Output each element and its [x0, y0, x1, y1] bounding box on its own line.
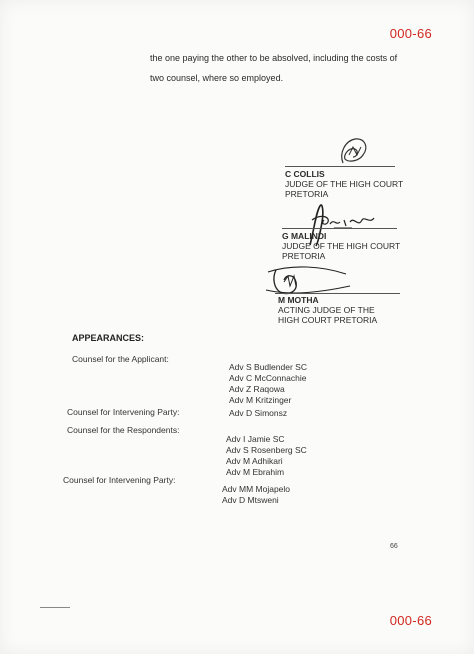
judge-title-line1: ACTING JUDGE OF THE — [278, 305, 375, 315]
signature-collis — [335, 133, 375, 173]
order-line-2: two counsel, where so employed. — [150, 73, 284, 83]
counsel-name: Adv S Budlender SC — [229, 362, 307, 372]
counsel-name: Adv M Adhikari — [226, 456, 283, 466]
page-stamp-bottom: 000-66 — [389, 613, 432, 628]
counsel-name: Adv D Mtsweni — [222, 495, 279, 505]
judge-name: C COLLIS — [285, 169, 325, 179]
scan-edge-mark — [40, 607, 70, 608]
counsel-label-respondents: Counsel for the Respondents: — [67, 425, 180, 435]
counsel-list-intervening-2 — [222, 484, 290, 506]
counsel-label-applicant: Counsel for the Applicant: — [72, 354, 169, 364]
judge-title-line2: PRETORIA — [282, 251, 326, 261]
order-line-1: the one paying the other to be absolved, including the costs of — [150, 53, 398, 63]
counsel-list-respondents — [226, 434, 307, 478]
order-paragraph — [150, 48, 450, 88]
judge-name: G MALINDI — [282, 231, 327, 241]
counsel-label-intervening-1: Counsel for Intervening Party: — [67, 407, 180, 417]
counsel-name: Adv S Rosenberg SC — [226, 445, 307, 455]
signature-line-2 — [282, 228, 397, 229]
counsel-name: Adv D Simonsz — [229, 408, 288, 418]
judge-title-line1: JUDGE OF THE HIGH COURT — [282, 241, 401, 251]
judge-title-line2: HIGH COURT PRETORIA — [278, 315, 378, 325]
counsel-name: Adv M Kritzinger — [229, 395, 292, 405]
judge-block-malindi — [282, 231, 400, 261]
judge-title-line2: PRETORIA — [285, 189, 329, 199]
counsel-list-applicant — [229, 362, 307, 406]
counsel-name: Adv M Ebrahim — [226, 467, 285, 477]
counsel-list-intervening-1 — [229, 408, 287, 419]
counsel-name: Adv C McConnachie — [229, 373, 307, 383]
judge-block-motha — [278, 295, 377, 325]
judge-name: M MOTHA — [278, 295, 319, 305]
counsel-name: Adv Z Raqowa — [229, 384, 285, 394]
signature-line-3 — [275, 293, 400, 294]
judge-block-collis — [285, 169, 403, 199]
signature-line-1 — [285, 166, 395, 167]
counsel-label-intervening-2: Counsel for Intervening Party: — [63, 475, 176, 485]
page-stamp-top: 000-66 — [389, 26, 432, 41]
judge-title-line1: JUDGE OF THE HIGH COURT — [285, 179, 404, 189]
page-number: 66 — [390, 543, 398, 550]
appearances-heading: APPEARANCES: — [72, 333, 145, 343]
counsel-name: Adv MM Mojapelo — [222, 484, 291, 494]
counsel-name: Adv I Jamie SC — [226, 434, 285, 444]
